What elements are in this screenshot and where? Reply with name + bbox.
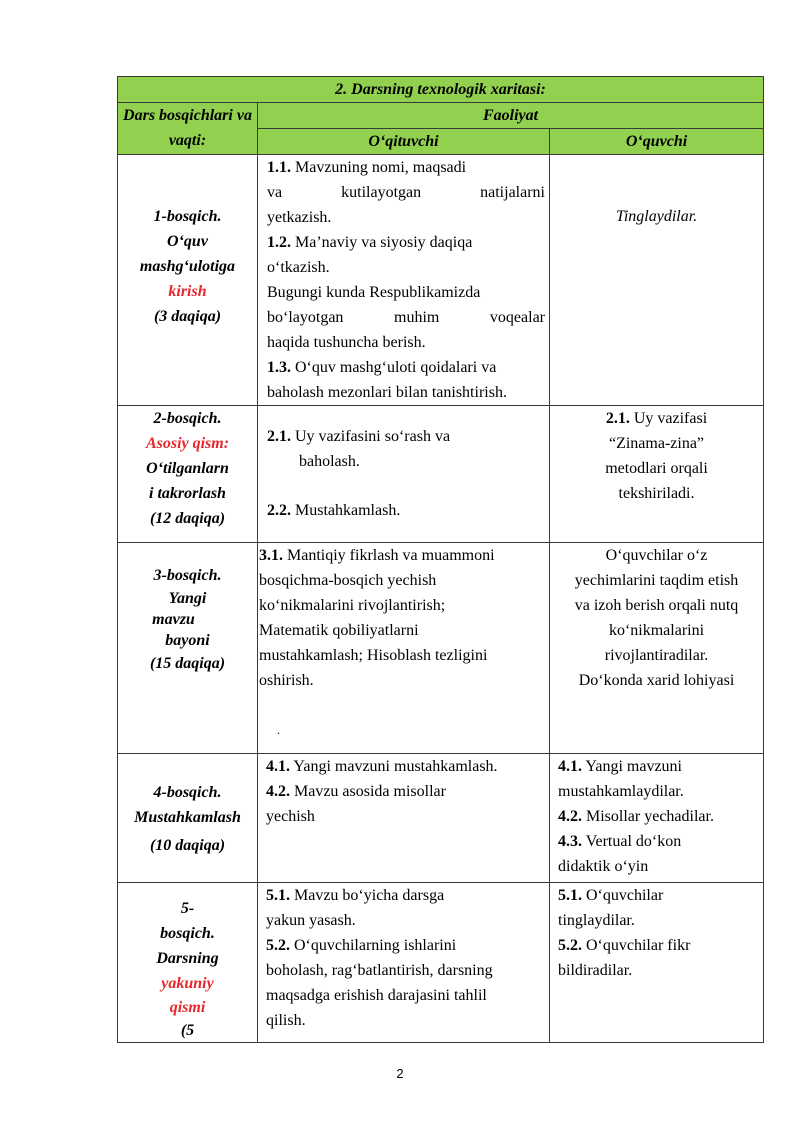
item-text: Tinglaydilar. [615, 208, 698, 225]
stage-label: mavzu [152, 611, 195, 628]
stage-label-highlight: kirish [168, 283, 207, 300]
stray-dot: . [277, 723, 280, 737]
item-text: O‘quvchilar o‘z [605, 547, 708, 564]
header-activity [258, 103, 764, 129]
item-text: boholash, rag‘batlantirish, darsning [266, 962, 493, 979]
stage-cell-4 [118, 754, 258, 883]
item-text: Uy vazifasini so‘rash va [295, 428, 451, 445]
item-number: 1.3. [267, 359, 291, 376]
stage-cell-1 [118, 155, 258, 406]
item-text: Yangi mavzuni mustahkamlash. [293, 758, 498, 775]
item-text: ko‘nikmalarini [608, 622, 705, 639]
student-cell-3 [550, 543, 764, 754]
table-title [118, 77, 764, 103]
teacher-cell-1 [258, 155, 550, 406]
table-row [118, 883, 764, 1043]
item-text: mustahkamlash; Hisoblash tezligini [259, 647, 488, 664]
stage-cell-3 [118, 543, 258, 754]
teacher-cell-2 [258, 406, 550, 543]
header-stages [118, 103, 258, 155]
item-text: Mavzu bo‘yicha darsga [294, 887, 445, 904]
stage-label: 4-bosqich. [153, 784, 222, 801]
item-number: 5.2. [266, 937, 290, 954]
item-number: 5.1. [558, 887, 582, 904]
item-text: mustahkamlaydilar. [558, 783, 684, 800]
stage-label: 1-bosqich. [153, 208, 222, 225]
stage-label-highlight: qismi [169, 999, 206, 1016]
item-text: tekshiriladi. [618, 485, 695, 502]
item-text: Vertual do‘kon [585, 833, 682, 850]
item-text: O‘quvchilar [586, 887, 664, 904]
student-cell-1 [550, 155, 764, 406]
teacher-cell-3 [258, 543, 550, 754]
stage-time: (12 daqiqa) [149, 510, 226, 527]
item-number: 4.2. [558, 808, 582, 825]
stage-label: 2-bosqich. [153, 410, 222, 427]
item-text: va izoh berish orqali nutq [574, 597, 739, 614]
table-row [118, 754, 764, 883]
item-text: Uy vazifasi [633, 410, 708, 427]
item-number: 1.2. [267, 234, 291, 251]
stage-label: bosqich. [160, 925, 215, 942]
item-text: Bugungi kunda Respublikamizda [267, 284, 481, 301]
table-title-text: 2. Darsning texnologik xaritasi: [335, 81, 546, 98]
stage-time: (5 [180, 1022, 195, 1039]
item-text: yetkazish. [267, 209, 332, 226]
lesson-technology-table [117, 76, 764, 1043]
header-student [550, 129, 764, 155]
stage-label-highlight: yakuniy [161, 975, 214, 992]
item-text: O‘quvchilar fikr [586, 937, 691, 954]
item-text: tinglaydilar. [558, 912, 635, 929]
table-row [118, 543, 764, 754]
item-text: Mavzuning nomi, maqsadi [295, 159, 467, 176]
stage-cell-2 [118, 406, 258, 543]
item-text: yechimlarini taqdim etish [574, 572, 739, 589]
stage-time: (10 daqiqa) [149, 837, 226, 854]
stage-time: (3 daqiqa) [153, 308, 222, 325]
item-text: Matematik qobiliyatlarni [259, 622, 419, 639]
student-cell-2 [550, 406, 764, 543]
item-text: Misollar yechadilar. [586, 808, 714, 825]
item-text: yakun yasash. [266, 912, 356, 929]
item-text: qilish. [266, 1012, 306, 1029]
item-number: 2.2. [267, 502, 291, 519]
teacher-cell-4 [258, 754, 550, 883]
stage-label: O‘tilganlarn [146, 460, 229, 477]
item-text: bo‘layotgan muhim voqealar [267, 309, 545, 326]
stage-label: mashg‘ulotiga [139, 258, 236, 275]
stage-label: Yangi [168, 590, 207, 607]
item-text: va kutilayotgan natijalarni [267, 184, 545, 201]
item-number: 2.1. [267, 428, 291, 445]
stage-label: O‘quv [167, 233, 208, 250]
item-text: haqida tushuncha berish. [267, 334, 426, 351]
item-number: 5.1. [266, 887, 290, 904]
stage-label: bayoni [165, 632, 210, 649]
item-number: 5.2. [558, 937, 582, 954]
item-text: metodlari orqali [605, 460, 708, 477]
item-text: o‘tkazish. [267, 259, 330, 276]
item-text: maqsadga erishish darajasini tahlil [266, 987, 487, 1004]
item-text: bildiradilar. [558, 962, 633, 979]
item-text: yechish [266, 808, 315, 825]
item-text: “Zinama-zina” [608, 435, 705, 452]
item-text: O‘quvchilarning ishlarini [294, 937, 457, 954]
student-cell-4 [550, 754, 764, 883]
teacher-cell-5 [258, 883, 550, 1043]
stage-label: 5- [180, 900, 195, 917]
header-stages-text: Dars bosqichlari va vaqti: [123, 107, 252, 149]
table-row [118, 406, 764, 543]
item-text: O‘quv mashg‘uloti qoidalari va [295, 359, 497, 376]
item-text: ko‘nikmalarini rivojlantirish; [259, 597, 446, 614]
item-text: Mustahkamlash. [295, 502, 401, 519]
stage-label: Darsning [156, 950, 219, 967]
stage-label: Mustahkamlash [134, 809, 241, 826]
item-number: 4.1. [558, 758, 582, 775]
header-teacher-text: O‘qituvchi [368, 133, 439, 150]
page-number: 2 [396, 1066, 404, 1081]
item-text: didaktik o‘yin [558, 858, 649, 875]
item-number: 4.2. [266, 783, 290, 800]
item-text: Mavzu asosida misollar [294, 783, 446, 800]
item-text: oshirish. [259, 672, 314, 689]
stage-time: (15 daqiqa) [149, 655, 226, 672]
item-text: Ma’naviy va siyosiy daqiqa [295, 234, 473, 251]
item-text: Do‘konda xarid lohiyasi [578, 672, 735, 689]
header-student-text: O‘quvchi [625, 133, 688, 150]
item-text: bosqichma-bosqich yechish [259, 572, 437, 589]
item-number: 3.1. [259, 547, 283, 564]
item-number: 4.1. [266, 758, 290, 775]
header-teacher [258, 129, 550, 155]
stage-label: 3-bosqich. [153, 567, 222, 584]
stage-cell-5 [118, 883, 258, 1043]
item-number: 2.1. [605, 410, 630, 427]
stage-label-highlight: Asosiy qism: [145, 435, 230, 452]
header-activity-text: Faoliyat [482, 107, 539, 124]
item-text: rivojlantiradilar. [604, 647, 709, 664]
item-text: Yangi mavzuni [585, 758, 682, 775]
item-text: baholash mezonlari bilan tanishtirish. [267, 384, 507, 401]
student-cell-5 [550, 883, 764, 1043]
item-text: Mantiqiy fikrlash va muammoni [287, 547, 495, 564]
table-row [118, 155, 764, 406]
item-number: 4.3. [558, 833, 582, 850]
item-text: baholash. [299, 453, 360, 470]
item-number: 1.1. [267, 159, 291, 176]
stage-label: i takrorlash [149, 485, 226, 502]
